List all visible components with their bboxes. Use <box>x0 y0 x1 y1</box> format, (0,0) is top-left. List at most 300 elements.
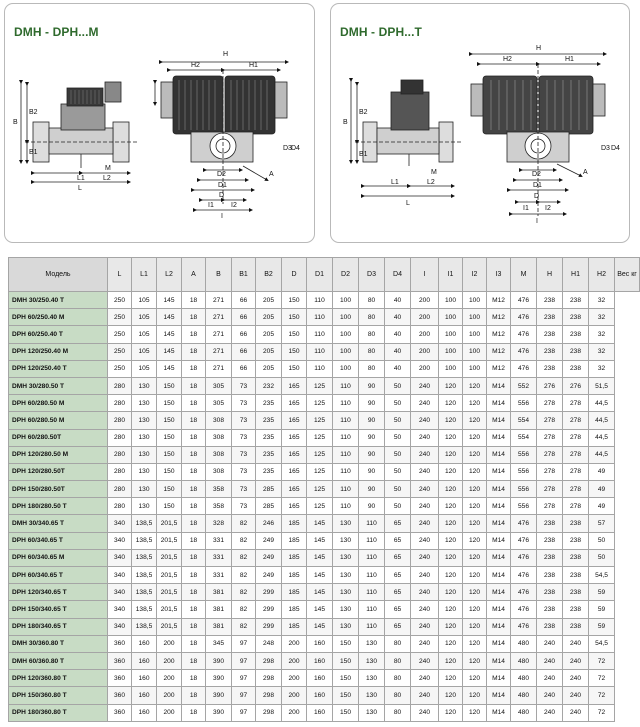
value-cell: 120 <box>463 515 487 532</box>
table-row <box>9 687 640 704</box>
value-cell: 165 <box>282 481 307 498</box>
value-cell: 130 <box>132 498 157 515</box>
value-cell: 145 <box>307 584 333 601</box>
value-cell: 278 <box>537 481 563 498</box>
value-cell: 150 <box>333 652 359 669</box>
value-cell: 278 <box>563 481 589 498</box>
value-cell: 340 <box>108 532 132 549</box>
value-cell: 105 <box>132 326 157 343</box>
diagram-title-t: DMH - DPH...T <box>340 25 422 39</box>
model-cell: DMH 60/360.80 T <box>9 652 108 669</box>
value-cell: 240 <box>537 652 563 669</box>
value-cell: 240 <box>537 670 563 687</box>
value-cell: 130 <box>333 532 359 549</box>
dim-label-a-t: A <box>583 169 588 176</box>
model-cell: DMH 30/250.40 T <box>9 292 108 309</box>
value-cell: 97 <box>232 704 256 721</box>
value-cell: M14 <box>487 532 511 549</box>
value-cell: 145 <box>307 567 333 584</box>
value-cell: 145 <box>307 618 333 635</box>
value-cell: 390 <box>206 687 232 704</box>
value-cell: M14 <box>487 429 511 446</box>
table-row <box>9 412 640 429</box>
value-cell: 165 <box>282 446 307 463</box>
value-cell: 130 <box>333 549 359 566</box>
value-cell: 49 <box>589 463 615 480</box>
value-cell: 556 <box>511 395 537 412</box>
value-cell: 18 <box>182 446 206 463</box>
value-cell: 235 <box>256 429 282 446</box>
dim-label-b1-t: B1 <box>359 151 368 158</box>
value-cell: 18 <box>182 377 206 394</box>
value-cell: 18 <box>182 549 206 566</box>
value-cell: 120 <box>463 567 487 584</box>
value-cell: 130 <box>359 652 385 669</box>
model-cell: DPH 120/360.80 T <box>9 670 108 687</box>
value-cell: 40 <box>385 326 411 343</box>
value-cell: 73 <box>232 377 256 394</box>
value-cell: 160 <box>132 635 157 652</box>
value-cell: 278 <box>563 412 589 429</box>
value-cell: 32 <box>589 309 615 326</box>
value-cell: 32 <box>589 360 615 377</box>
dim-label-a: A <box>269 171 274 178</box>
value-cell: 66 <box>232 360 256 377</box>
value-cell: 120 <box>463 429 487 446</box>
value-cell: 390 <box>206 670 232 687</box>
value-cell: 278 <box>537 498 563 515</box>
value-cell: 130 <box>333 567 359 584</box>
value-cell: 340 <box>108 567 132 584</box>
value-cell: 160 <box>132 704 157 721</box>
value-cell: 240 <box>411 412 439 429</box>
value-cell: 358 <box>206 481 232 498</box>
value-cell: 271 <box>206 343 232 360</box>
model-cell: DMH 30/360.80 T <box>9 635 108 652</box>
value-cell: 278 <box>563 463 589 480</box>
value-cell: 50 <box>385 463 411 480</box>
value-cell: 235 <box>256 412 282 429</box>
value-cell: 110 <box>333 395 359 412</box>
dim-label-d4: D4 <box>291 145 300 152</box>
value-cell: 50 <box>589 532 615 549</box>
value-cell: 120 <box>463 412 487 429</box>
value-cell: 110 <box>307 292 333 309</box>
value-cell: 276 <box>563 377 589 394</box>
value-cell: 240 <box>411 687 439 704</box>
value-cell: 73 <box>232 429 256 446</box>
value-cell: 238 <box>563 584 589 601</box>
value-cell: 238 <box>537 549 563 566</box>
value-cell: 238 <box>537 292 563 309</box>
value-cell: 246 <box>256 515 282 532</box>
value-cell: 44,5 <box>589 395 615 412</box>
value-cell: 65 <box>385 515 411 532</box>
value-cell: 480 <box>511 670 537 687</box>
value-cell: 66 <box>232 309 256 326</box>
value-cell: 90 <box>359 498 385 515</box>
value-cell: 130 <box>359 670 385 687</box>
dim-label-b1: B1 <box>29 149 38 156</box>
value-cell: 145 <box>157 360 182 377</box>
value-cell: 238 <box>537 567 563 584</box>
value-cell: 200 <box>157 687 182 704</box>
value-cell: 240 <box>563 704 589 721</box>
value-cell: 160 <box>307 652 333 669</box>
value-cell: 80 <box>385 687 411 704</box>
value-cell: 201,5 <box>157 601 182 618</box>
value-cell: 120 <box>463 532 487 549</box>
column-header: L1 <box>132 258 157 292</box>
value-cell: 235 <box>256 463 282 480</box>
model-cell: DMH 30/340.65 T <box>9 515 108 532</box>
value-cell: 72 <box>589 687 615 704</box>
value-cell: 100 <box>463 309 487 326</box>
value-cell: 120 <box>439 687 463 704</box>
value-cell: 331 <box>206 532 232 549</box>
dim-label-h-t: H <box>536 45 542 52</box>
dim-label-i: I <box>221 213 223 220</box>
value-cell: 90 <box>359 412 385 429</box>
value-cell: 240 <box>563 652 589 669</box>
value-cell: 138,5 <box>132 515 157 532</box>
value-cell: 185 <box>282 584 307 601</box>
value-cell: 65 <box>385 584 411 601</box>
value-cell: 120 <box>463 463 487 480</box>
value-cell: 40 <box>385 309 411 326</box>
model-cell: DPH 60/340.65 M <box>9 549 108 566</box>
value-cell: 250 <box>108 326 132 343</box>
value-cell: 331 <box>206 549 232 566</box>
value-cell: 238 <box>537 618 563 635</box>
value-cell: 238 <box>563 567 589 584</box>
value-cell: 80 <box>359 309 385 326</box>
value-cell: 200 <box>282 670 307 687</box>
value-cell: 105 <box>132 292 157 309</box>
model-cell: DPH 60/250.40 T <box>9 326 108 343</box>
value-cell: 120 <box>439 584 463 601</box>
value-cell: 276 <box>537 377 563 394</box>
dim-label-i-t: I <box>536 218 538 225</box>
dim-label-l: L <box>78 185 82 192</box>
dim-label-h2-t: H2 <box>503 56 512 63</box>
value-cell: 120 <box>439 635 463 652</box>
value-cell: 105 <box>132 343 157 360</box>
dim-label-m-t: M <box>431 169 437 176</box>
value-cell: 305 <box>206 377 232 394</box>
value-cell: 340 <box>108 584 132 601</box>
value-cell: 238 <box>537 309 563 326</box>
value-cell: 240 <box>411 652 439 669</box>
value-cell: 97 <box>232 687 256 704</box>
value-cell: 120 <box>463 498 487 515</box>
value-cell: 130 <box>132 412 157 429</box>
value-cell: 50 <box>385 481 411 498</box>
dim-label-d: D <box>219 192 225 199</box>
value-cell: 165 <box>282 377 307 394</box>
value-cell: 299 <box>256 618 282 635</box>
value-cell: 120 <box>463 395 487 412</box>
value-cell: 150 <box>157 463 182 480</box>
value-cell: 248 <box>256 635 282 652</box>
value-cell: 280 <box>108 429 132 446</box>
value-cell: 66 <box>232 292 256 309</box>
pump-drawing-t <box>331 4 629 242</box>
value-cell: 232 <box>256 377 282 394</box>
value-cell: 18 <box>182 292 206 309</box>
value-cell: 73 <box>232 395 256 412</box>
dim-label-d4-t: D4 <box>611 145 620 152</box>
value-cell: 50 <box>589 549 615 566</box>
value-cell: 18 <box>182 412 206 429</box>
value-cell: 285 <box>256 481 282 498</box>
value-cell: 165 <box>282 395 307 412</box>
value-cell: 18 <box>182 567 206 584</box>
table-row <box>9 463 640 480</box>
value-cell: 18 <box>182 704 206 721</box>
value-cell: 150 <box>282 360 307 377</box>
diagram-title-m: DMH - DPH...M <box>14 25 99 39</box>
value-cell: 32 <box>589 326 615 343</box>
value-cell: 145 <box>157 309 182 326</box>
value-cell: 110 <box>359 532 385 549</box>
value-cell: M12 <box>487 292 511 309</box>
value-cell: 200 <box>157 704 182 721</box>
value-cell: 49 <box>589 481 615 498</box>
value-cell: 308 <box>206 463 232 480</box>
value-cell: 57 <box>589 515 615 532</box>
table-row <box>9 395 640 412</box>
value-cell: 308 <box>206 429 232 446</box>
column-header: M <box>511 258 537 292</box>
value-cell: 90 <box>359 395 385 412</box>
value-cell: 298 <box>256 704 282 721</box>
dim-label-b-t: B <box>343 119 348 126</box>
value-cell: 110 <box>359 618 385 635</box>
value-cell: 200 <box>282 704 307 721</box>
value-cell: 54,5 <box>589 635 615 652</box>
model-cell: DPH 120/280.50T <box>9 463 108 480</box>
column-header: H1 <box>563 258 589 292</box>
model-cell: DPH 180/360.80 T <box>9 704 108 721</box>
value-cell: 18 <box>182 532 206 549</box>
value-cell: 125 <box>307 481 333 498</box>
column-header-model: Модель <box>9 258 108 292</box>
value-cell: 32 <box>589 292 615 309</box>
model-cell: DPH 60/280.50T <box>9 429 108 446</box>
dim-label-l2: L2 <box>103 175 111 182</box>
value-cell: 271 <box>206 292 232 309</box>
value-cell: 280 <box>108 412 132 429</box>
table-row <box>9 601 640 618</box>
dim-label-i2: I2 <box>231 202 237 209</box>
value-cell: 238 <box>537 601 563 618</box>
value-cell: M14 <box>487 635 511 652</box>
value-cell: 271 <box>206 326 232 343</box>
value-cell: 200 <box>411 292 439 309</box>
value-cell: 100 <box>439 343 463 360</box>
value-cell: 145 <box>157 326 182 343</box>
value-cell: 66 <box>232 326 256 343</box>
value-cell: 552 <box>511 377 537 394</box>
value-cell: 278 <box>563 446 589 463</box>
value-cell: 110 <box>333 446 359 463</box>
value-cell: 150 <box>157 446 182 463</box>
value-cell: 358 <box>206 498 232 515</box>
value-cell: 240 <box>411 463 439 480</box>
value-cell: M14 <box>487 601 511 618</box>
value-cell: 240 <box>411 704 439 721</box>
column-header: D4 <box>385 258 411 292</box>
value-cell: 250 <box>108 343 132 360</box>
value-cell: 110 <box>307 326 333 343</box>
value-cell: 476 <box>511 309 537 326</box>
model-cell: DPH 180/340.65 T <box>9 618 108 635</box>
model-cell: DPH 60/340.65 T <box>9 532 108 549</box>
column-header: B1 <box>232 258 256 292</box>
value-cell: 280 <box>108 498 132 515</box>
value-cell: 51,5 <box>589 377 615 394</box>
dim-label-h2: H2 <box>191 62 200 69</box>
model-cell: DMH 30/280.50 T <box>9 377 108 394</box>
value-cell: 80 <box>359 360 385 377</box>
value-cell: 65 <box>385 567 411 584</box>
diagram-panel-t <box>330 3 630 243</box>
value-cell: 278 <box>537 395 563 412</box>
value-cell: 120 <box>439 652 463 669</box>
column-header: Вес кг <box>615 258 640 292</box>
value-cell: 82 <box>232 549 256 566</box>
value-cell: 100 <box>439 326 463 343</box>
value-cell: 110 <box>359 549 385 566</box>
value-cell: 110 <box>333 377 359 394</box>
value-cell: 165 <box>282 429 307 446</box>
value-cell: 280 <box>108 446 132 463</box>
value-cell: 138,5 <box>132 601 157 618</box>
value-cell: 240 <box>563 687 589 704</box>
value-cell: 476 <box>511 292 537 309</box>
value-cell: 82 <box>232 515 256 532</box>
value-cell: 205 <box>256 309 282 326</box>
value-cell: 278 <box>563 429 589 446</box>
side-view-single <box>21 82 137 182</box>
diagram-panel-m <box>4 3 315 243</box>
value-cell: 120 <box>463 652 487 669</box>
value-cell: 82 <box>232 601 256 618</box>
value-cell: 138,5 <box>132 532 157 549</box>
value-cell: 240 <box>411 429 439 446</box>
value-cell: 249 <box>256 567 282 584</box>
value-cell: 240 <box>411 395 439 412</box>
value-cell: 18 <box>182 618 206 635</box>
value-cell: 299 <box>256 584 282 601</box>
value-cell: 73 <box>232 463 256 480</box>
column-header: B <box>206 258 232 292</box>
value-cell: 120 <box>463 618 487 635</box>
value-cell: 249 <box>256 549 282 566</box>
value-cell: 120 <box>439 601 463 618</box>
value-cell: 201,5 <box>157 567 182 584</box>
value-cell: 238 <box>563 360 589 377</box>
value-cell: 201,5 <box>157 515 182 532</box>
value-cell: 308 <box>206 446 232 463</box>
model-cell: DPH 60/250.40 M <box>9 309 108 326</box>
model-cell: DPH 120/340.65 T <box>9 584 108 601</box>
value-cell: 130 <box>132 446 157 463</box>
value-cell: 185 <box>282 618 307 635</box>
table-row <box>9 584 640 601</box>
value-cell: 110 <box>333 498 359 515</box>
pump-drawing-m <box>5 4 314 242</box>
column-header: I2 <box>463 258 487 292</box>
value-cell: 130 <box>333 515 359 532</box>
table-row <box>9 498 640 515</box>
value-cell: 201,5 <box>157 584 182 601</box>
value-cell: 59 <box>589 584 615 601</box>
value-cell: 65 <box>385 549 411 566</box>
value-cell: 105 <box>132 309 157 326</box>
value-cell: 238 <box>563 618 589 635</box>
dim-label-l-t: L <box>406 200 410 207</box>
value-cell: 130 <box>132 481 157 498</box>
column-header: I1 <box>439 258 463 292</box>
value-cell: 556 <box>511 498 537 515</box>
value-cell: 73 <box>232 412 256 429</box>
value-cell: 331 <box>206 567 232 584</box>
value-cell: 238 <box>563 309 589 326</box>
table-row <box>9 567 640 584</box>
value-cell: 120 <box>439 429 463 446</box>
value-cell: M14 <box>487 377 511 394</box>
dim-label-d1: D1 <box>218 182 227 189</box>
value-cell: 238 <box>563 292 589 309</box>
value-cell: 110 <box>333 481 359 498</box>
dim-label-l1-t: L1 <box>391 179 399 186</box>
table-row <box>9 429 640 446</box>
value-cell: 390 <box>206 652 232 669</box>
value-cell: M14 <box>487 567 511 584</box>
value-cell: 66 <box>232 343 256 360</box>
column-header: D3 <box>359 258 385 292</box>
value-cell: 308 <box>206 412 232 429</box>
value-cell: 240 <box>411 498 439 515</box>
dim-label-b2: B2 <box>29 109 38 116</box>
top-view-twin-t <box>471 54 605 216</box>
value-cell: 278 <box>563 395 589 412</box>
value-cell: 120 <box>439 670 463 687</box>
value-cell: 249 <box>256 532 282 549</box>
value-cell: 125 <box>307 395 333 412</box>
value-cell: 120 <box>463 446 487 463</box>
value-cell: 100 <box>333 309 359 326</box>
value-cell: 138,5 <box>132 567 157 584</box>
value-cell: M12 <box>487 326 511 343</box>
value-cell: 125 <box>307 412 333 429</box>
value-cell: 145 <box>307 532 333 549</box>
value-cell: 18 <box>182 498 206 515</box>
value-cell: 476 <box>511 515 537 532</box>
value-cell: 120 <box>463 549 487 566</box>
value-cell: 200 <box>157 635 182 652</box>
value-cell: M14 <box>487 549 511 566</box>
column-header: I3 <box>487 258 511 292</box>
value-cell: M14 <box>487 584 511 601</box>
value-cell: 18 <box>182 309 206 326</box>
value-cell: 44,5 <box>589 412 615 429</box>
value-cell: 110 <box>307 343 333 360</box>
dim-label-d3: D3 <box>283 145 292 152</box>
model-cell: DPH 120/250.40 T <box>9 360 108 377</box>
